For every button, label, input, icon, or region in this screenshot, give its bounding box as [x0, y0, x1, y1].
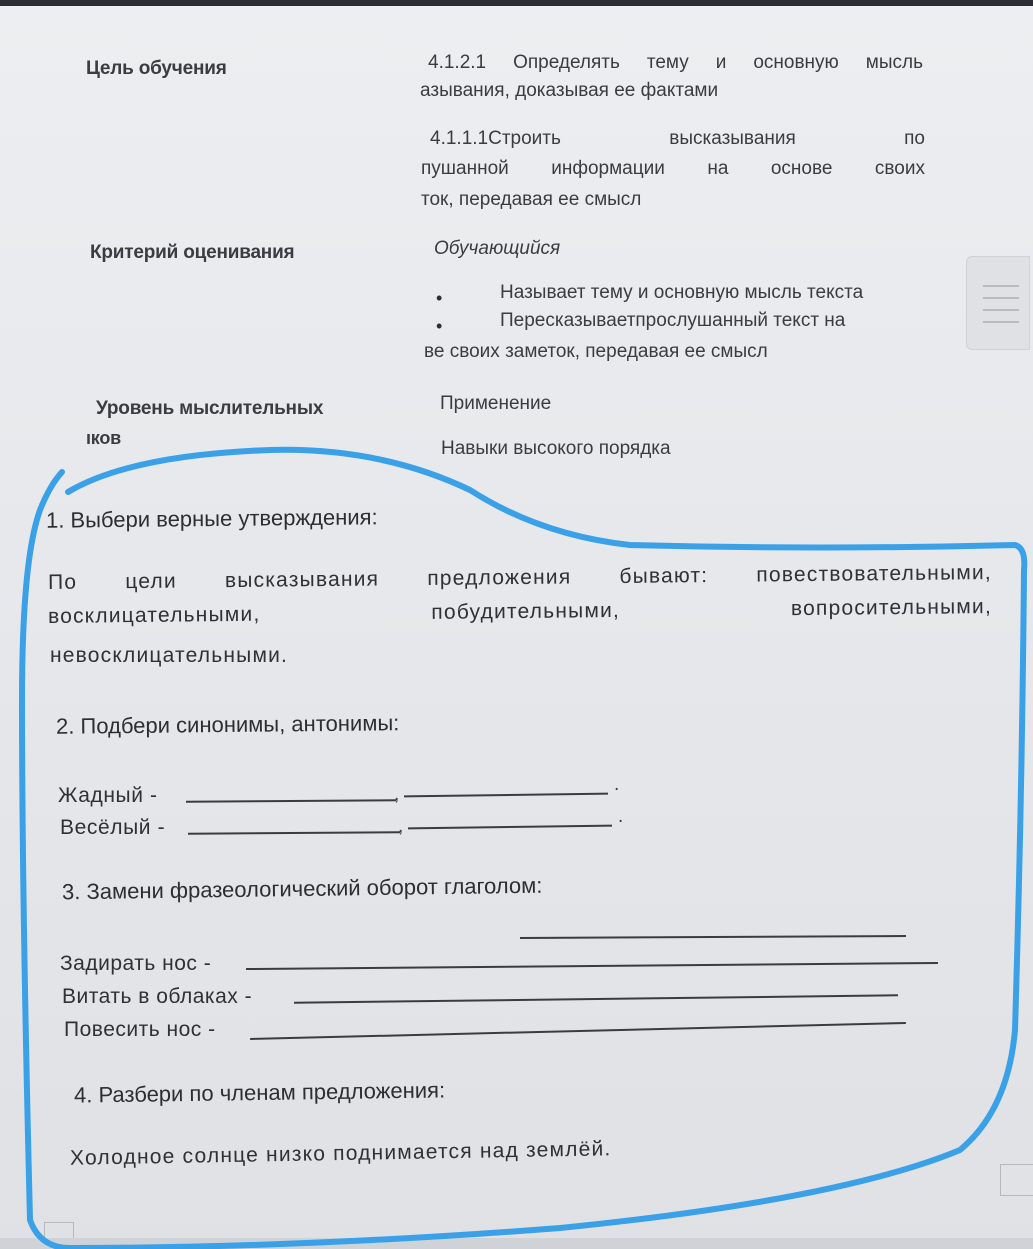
task-3-phrase-3: Повесить нос -	[64, 1018, 216, 1041]
word: предложения	[427, 565, 572, 590]
word: восклицательными,	[47, 602, 261, 628]
word: высказывания	[224, 567, 380, 593]
task-4-sentence: Холодное солнце низко поднимается над землёй.	[69, 1137, 612, 1170]
word: цели	[125, 569, 177, 594]
task-1-title: 1. Выбери верные утверждения:	[45, 504, 378, 533]
annotation-stroke	[22, 450, 1024, 1248]
word: побудительными,	[431, 598, 621, 624]
word: повествовательными,	[756, 561, 993, 587]
task-2-word-2: Весёлый -	[60, 816, 166, 839]
word: основную	[753, 52, 839, 73]
word: Определять	[513, 52, 620, 73]
criteria-intro: Обучающийся	[434, 238, 561, 259]
word: информации	[551, 158, 665, 179]
word: своих	[874, 158, 925, 179]
level-value-2: Навыки высокого порядка	[441, 438, 671, 459]
word: пушанной	[421, 158, 509, 179]
level-label: Уровень мыслительных	[96, 398, 324, 419]
word: 4.1.2.1	[428, 52, 487, 73]
goal-line-2: азывания, доказывая ее фактами	[420, 80, 719, 101]
comma-mark: ,	[398, 816, 404, 837]
word: вопросительными,	[790, 595, 993, 621]
level-label-cont: ıков	[86, 428, 122, 448]
level-value-1: Применение	[440, 393, 552, 414]
task-3-title: 3. Замени фразеологический оборот глаголом:	[61, 872, 543, 905]
goal2-line-3: ток, передавая ее смысл	[421, 189, 642, 210]
criteria-item-1: Называет тему и основную мысль текста	[500, 282, 864, 303]
task-3-phrase-2: Витать в облаках -	[62, 985, 253, 1008]
task-1-line-3: невосклицательными.	[50, 644, 289, 667]
word: бывают:	[619, 564, 709, 588]
goal-label: Цель обучения	[86, 58, 227, 79]
task-2-title: 2. Подбери синонимы, антонимы:	[55, 710, 400, 739]
word: на	[707, 158, 729, 179]
bullet-icon: •	[436, 316, 443, 336]
period-mark: .	[614, 774, 620, 795]
word: высказывания	[669, 128, 796, 149]
word: тему	[646, 52, 689, 73]
word: по	[904, 128, 925, 149]
word: и	[715, 52, 727, 73]
criteria-line-3: ве своих заметок, передавая ее смысл	[424, 341, 768, 362]
bullet-icon: •	[436, 288, 443, 308]
comma-mark: ,	[394, 784, 400, 805]
word: По	[47, 570, 78, 594]
task-2-word-1: Жадный -	[58, 784, 158, 807]
task-3-phrase-1: Задирать нос -	[60, 952, 212, 975]
criteria-label: Критерий оценивания	[90, 242, 295, 263]
word: основе	[770, 158, 833, 179]
task-4-title: 4. Разбери по членам предложения:	[73, 1077, 446, 1108]
period-mark: .	[618, 806, 624, 827]
word: мысль	[865, 52, 923, 73]
word: 4.1.1.1Строить	[430, 128, 561, 149]
criteria-item-2: Пересказываетпрослушанный текст на	[500, 310, 846, 331]
